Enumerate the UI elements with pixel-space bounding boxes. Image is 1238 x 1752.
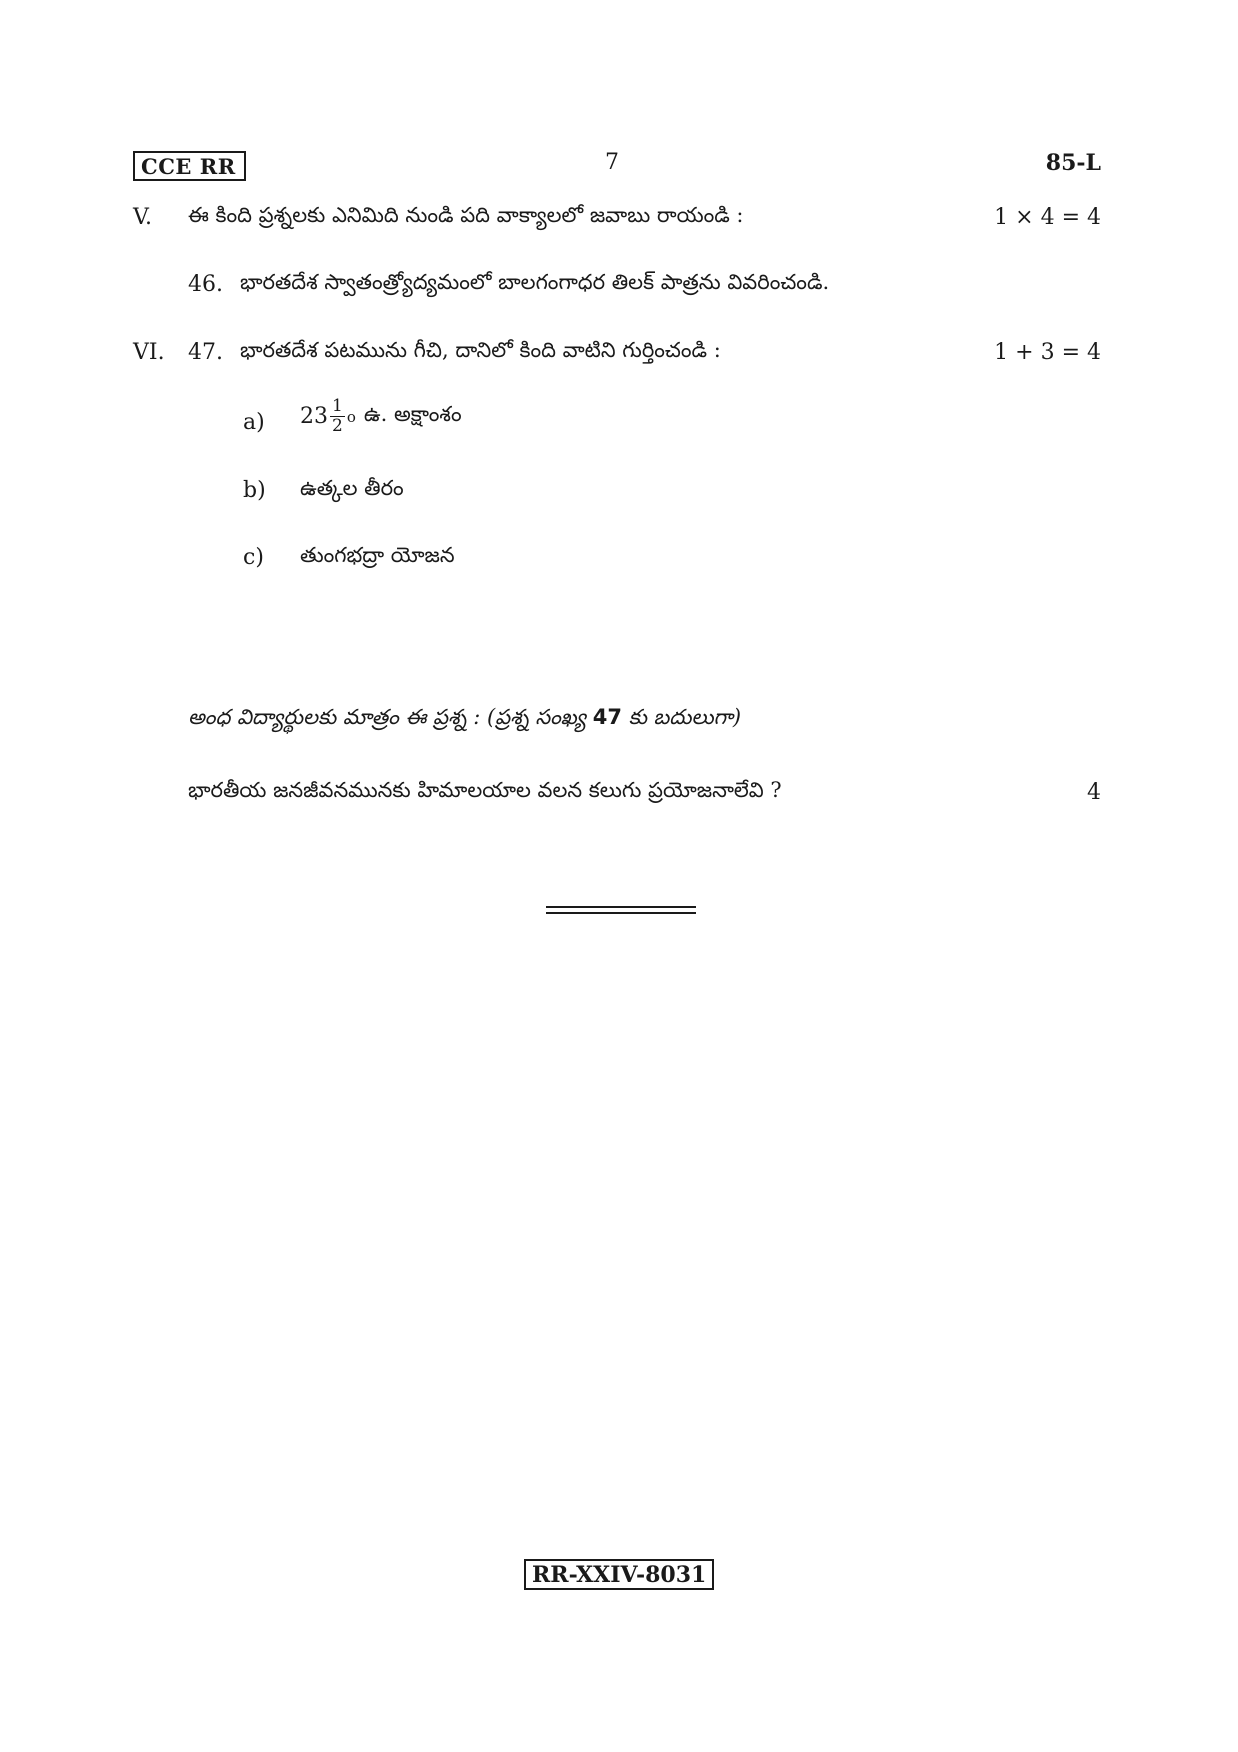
option-a-latitude <box>300 398 462 435</box>
blind-heading-number: 47 <box>592 705 622 729</box>
fraction-denominator: 2 <box>332 416 343 436</box>
booklet-code-box: RR-XXIV-8031 <box>524 1559 714 1590</box>
question-47-number: 47. <box>188 340 223 365</box>
question-46-text: భారతదేశ స్వాతంత్ర్యోద్యమంలో బాలగంగాధర తిలక్ పాత్రను వివరించండి. <box>240 270 830 294</box>
blind-alternative-heading <box>188 705 741 735</box>
end-rule-top <box>546 906 696 908</box>
page-number: 7 <box>605 150 619 175</box>
option-a-number: 23 <box>300 404 328 429</box>
section-v-roman: V. <box>133 205 153 230</box>
blind-heading-suffix: కు బదులుగా) <box>628 705 742 729</box>
fraction-numerator: 1 <box>332 396 343 416</box>
option-a-fraction <box>330 398 345 435</box>
question-47-text: భారతదేశ పటమును గీచి, దానిలో కింది వాటిని గుర్తించండి : <box>240 338 721 362</box>
option-c-label: c) <box>243 545 264 570</box>
section-v-marks: 1 × 4 = 4 <box>994 205 1101 230</box>
section-v-instruction: ఈ కింది ప్రశ్నలకు ఎనిమిది నుండి పది వాక్యాలలో జవాబు రాయండి : <box>188 203 744 227</box>
blind-alternative-question: భారతీయ జనజీవనమునకు హిమాలయాల వలన కలుగు ప్రయోజనాలేవి ? <box>188 778 782 802</box>
paper-code: 85-L <box>1045 150 1101 176</box>
series-code-box: CCE RR <box>133 151 246 181</box>
degree-symbol: o <box>346 407 356 426</box>
option-c-text: తుంగభద్రా యోజన <box>300 543 455 567</box>
section-vi-marks: 1 + 3 = 4 <box>994 340 1101 365</box>
option-b-text: ఉత్కల తీరం <box>300 476 404 500</box>
section-vi-roman: VI. <box>133 340 165 365</box>
option-b-label: b) <box>243 478 266 503</box>
option-a-label: a) <box>243 410 265 435</box>
end-rule-bottom <box>546 912 696 914</box>
blind-alternative-marks: 4 <box>1087 780 1101 805</box>
option-a-text: ఉ. అక్షాంశం <box>363 401 462 426</box>
blind-heading-prefix: అంధ విద్యార్థులకు మాత్రం ఈ ప్రశ్న : (ప్రశ్న సంఖ్య <box>188 705 587 729</box>
question-46-number: 46. <box>188 272 223 297</box>
